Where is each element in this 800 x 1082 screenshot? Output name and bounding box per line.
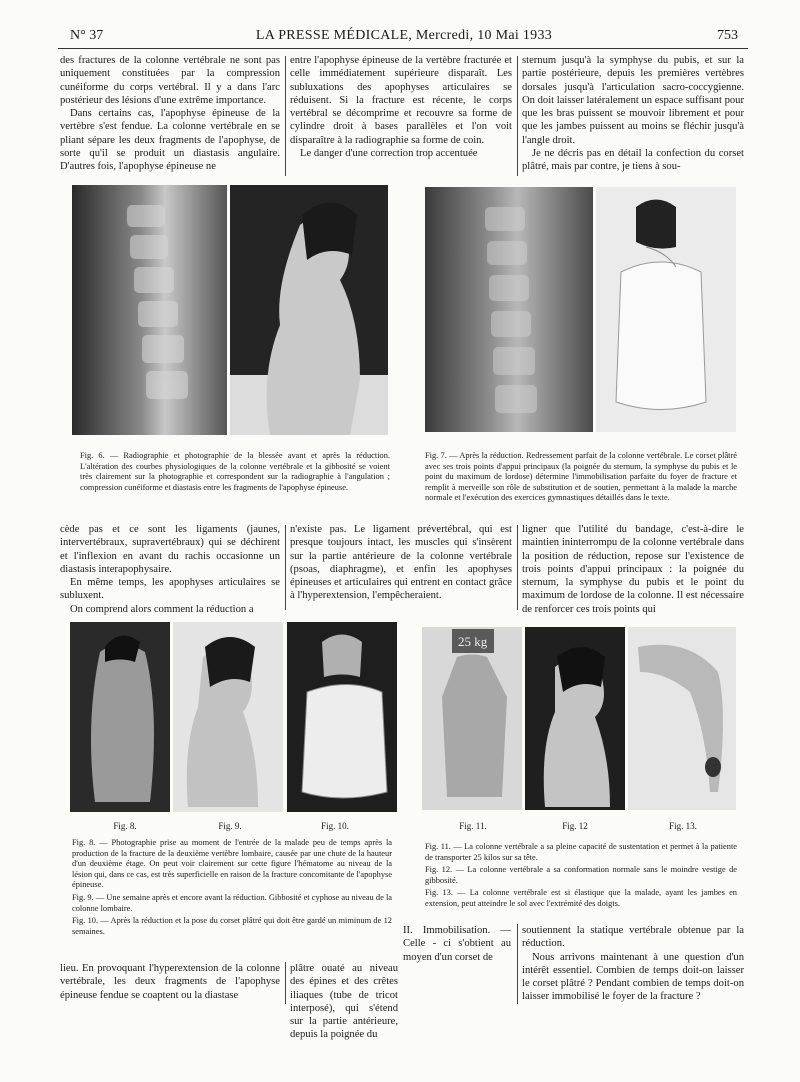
fig11-photograph — [422, 627, 522, 810]
paragraph: On comprend alors comment la réduction a — [70, 603, 254, 615]
fig7-caption: Fig. 7. — Après la réduction. Redressement parfait de la colonne vertébrale. Le corset plâtré avec ses trois points d'appui principaux (la poignée du sternum, la symphyse du pubis et le point du maximum de lordose) détermine l'immobilisation parfaite du foyer de fracture et remplit à merveille son rôle de substitution et de soutien, permettant à la malade la marche normale et l'exécution des exercices gymnastiques détaillés dans le texte. — [425, 451, 737, 503]
paragraph: des fractures de la colonne vertébrale ne sont pas uniquement constituées par la compression cunéiforme du corps vertébral. Il y a dans l'arc postérieur des lésions d'une extrême importance. — [60, 55, 280, 106]
paragraph: sternum jusqu'à la symphyse du pubis, et sur la partie postérieure, depuis les premières vertèbres dorsales jusqu'à l'articulation sacro-coccygienne. On doit laisser latéralement un espace suffisant pour que les bras puissent se mouvoir librement et pour que les jambes puissent au moins se fléchir jusqu'à l'angle droit. — [522, 55, 744, 146]
middle-column-3 — [522, 523, 744, 616]
bottom-column-3 — [403, 924, 511, 964]
top-column-1 — [60, 54, 280, 174]
fig9-caption: Fig. 9. — Une semaine après et encore avant la réduction. Gibbosité et cyphose au niveau de la colonne lombaire. — [72, 892, 392, 913]
seated-patient-image — [230, 185, 388, 435]
captions-left — [72, 838, 392, 939]
column-rule — [517, 924, 518, 1004]
paragraph: n'existe pas. Le ligament prévertébral, qui est presque toujours intact, les muscles qui s'insèrent sur la partie antérieure de la colonne vertébrale (psoas, diaphragme), et enfin les apophyses épineuses et articulaires qui entrent en contact grâce à l'hyperextension, l'empêcheraient. — [290, 524, 512, 602]
fig6-photograph — [230, 185, 388, 435]
issue-number: N° 37 — [70, 28, 104, 43]
captions-right — [425, 842, 737, 912]
fig12-photograph — [525, 627, 625, 810]
middle-column-2 — [290, 523, 512, 603]
bottom-column-2 — [290, 962, 398, 1042]
fig11-caption: Fig. 11. — La colonne vertébrale a sa pleine capacité de sustentation et permet à la patiente de transporter 25 kilos sur sa tête. — [425, 842, 737, 862]
paragraph: plâtre ouaté au niveau des épines et des crêtes iliaques (tube de tricot interposé), qui s'étend sur la partie antérieure, depuis la poignée du — [290, 963, 398, 1041]
paragraph: cède pas et ce sont les ligaments (jaunes, intervertébraux, supravertébraux) qui se déchirent et l'inflexion en avant du rachis occasionne un diastasis interapophysaire. — [60, 524, 280, 575]
column-rule — [517, 56, 518, 176]
fig12-label: Fig. 12 — [562, 821, 588, 831]
top-column-3 — [522, 54, 744, 174]
bottom-column-1 — [60, 962, 280, 1002]
paragraph: Dans certains cas, l'apophyse épineuse de la vertèbre s'est fendue. La colonne vertébrale en se pliant sépare les deux fragments de l'apophyse, de sorte qu'il se produit un diastasis angulaire. D'autres fois, l'apophyse épineuse ne — [60, 108, 280, 173]
fig7-radiograph — [425, 187, 593, 432]
paragraph: II. Immobilisation. — Celle - ci s'obtient au moyen d'un corset de — [403, 925, 511, 963]
seated-patient-image — [173, 622, 283, 812]
column-rule — [285, 56, 286, 176]
patient-back-image — [70, 622, 170, 812]
corset-patient-image — [287, 622, 397, 812]
paragraph: entre l'apophyse épineuse de la vertèbre fracturée et celle immédiatement supérieure disparaît. Les subluxations des apophyses articulaires se réduisent. Si la fracture est récente, le corps vertébral se décomprime et recouvre sa forme de cylindre droit à bases parallèles et l'on voit disparaître à la radiographie sa forme de coin. — [290, 55, 512, 146]
fig10-photograph — [287, 622, 397, 812]
patient-carrying-weight-image — [422, 627, 522, 810]
column-rule — [285, 962, 286, 1004]
fig11-label: Fig. 11. — [459, 821, 487, 831]
fig6-caption: Fig. 6. — Radiographie et photographie de la blessée avant et après la réduction. L'altération des courbes physiologiques de la colonne vertébrale et la gibbosité se voient très clairement sur la photographie et correspondent sur la radiographie à l'angulation ; compression cunéiforme et diastasis entre les fragments de l'apophyse épineuse. — [80, 451, 390, 492]
fig7-photograph — [596, 187, 736, 432]
column-rule — [285, 525, 286, 610]
paragraph: Nous arrivons maintenant à une question d'un intérêt essentiel. Combien de temps doit-on laisser le corset plâtré ? Pendant combien de temps doit-on laisser immobilisé le foyer de la fracture ? — [522, 951, 744, 1003]
spine-xray-image — [72, 185, 227, 435]
fig6-radiograph — [72, 185, 227, 435]
fig13-caption: Fig. 13. — La colonne vertébrale est si élastique que la malade, ayant les jambes en extension, peut atteindre le sol avec l'extrémité des doigts. — [425, 888, 737, 908]
header-rule — [58, 48, 748, 49]
page-header — [70, 28, 738, 48]
spine-xray-image — [425, 187, 593, 432]
fig8-photograph — [70, 622, 170, 812]
fig9-photograph — [173, 622, 283, 812]
fig8-label: Fig. 8. — [113, 821, 137, 831]
paragraph: ligner que l'utilité du bandage, c'est-à-dire le maintien ininterrompu de la colonne vertébrale dans la position de réduction, repose sur l'existence de trois points d'appui principaux : la poignée du sternum, la symphyse du pubis et le point du maximum de lordose de la colonne. Il est nécessaire de renforcer ces trois points qui — [522, 524, 744, 615]
paragraph: Le danger d'une correction trop accentuée — [300, 148, 478, 160]
bending-patient-image — [628, 627, 736, 810]
fig13-label: Fig. 13. — [669, 821, 697, 831]
paragraph: Je ne décris pas en détail la confection du corset plâtré, mais par contre, je tiens à sou- — [522, 148, 744, 173]
paragraph: soutiennent la statique vertébrale obtenue par la réduction. — [522, 925, 744, 950]
fig13-photograph — [628, 627, 736, 810]
fig10-caption: Fig. 10. — Après la réduction et la pose du corset plâtré qui doit être gardé un miminum de 12 semaines. — [72, 916, 392, 936]
paragraph: En même temps, les apophyses articulaires se subluxent. — [60, 577, 280, 602]
fig12-caption: Fig. 12. — La colonne vertébrale a sa conformation normale sans le moindre vestige de gibbosité. — [425, 865, 737, 885]
seated-patient-image — [525, 627, 625, 810]
top-column-2 — [290, 54, 512, 160]
journal-title: LA PRESSE MÉDICALE, Mercredi, 10 Mai 1933 — [255, 28, 553, 43]
fig8-caption: Fig. 8. — Photographie prise au moment de l'entrée de la malade peu de temps après la production de la fracture de la deuxième vertèbre lombaire, causée par une chute de la hauteur d'un deuxième étage. On peut voir clairement sur cette figure l'hématome au niveau de la lésion qui, dans ce cas, est très superficielle en raison de la fracture concomitante de l'apophyse épineuse. — [72, 838, 392, 890]
fig10-label: Fig. 10. — [321, 821, 349, 831]
middle-column-1 — [60, 523, 280, 616]
weight-label: 25 kg — [458, 634, 488, 649]
corset-patient-image — [596, 187, 736, 432]
bottom-column-4 — [522, 924, 744, 1004]
paragraph: lieu. En provoquant l'hyperextension de la colonne vertébrale, les deux fragments de l'apophyse épineuse fendue se coaptent ou la diastase — [60, 963, 280, 1001]
page-number: 753 — [717, 28, 738, 43]
column-rule — [517, 525, 518, 610]
fig9-label: Fig. 9. — [218, 821, 242, 831]
